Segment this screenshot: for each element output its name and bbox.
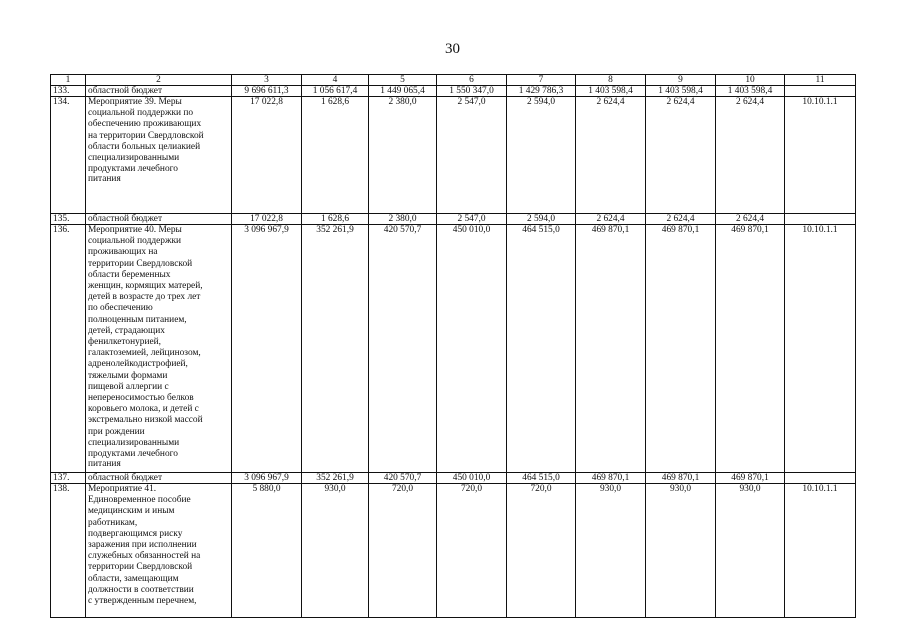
column-header: 6: [437, 75, 507, 86]
description-line: области беременных: [88, 269, 171, 280]
value-cell: 1 056 617,4: [302, 86, 369, 97]
value-cell: 3 096 967,9: [232, 225, 302, 473]
description-line: по обеспечению: [88, 303, 153, 314]
value-cell: 464 515,0: [507, 473, 576, 484]
row-number: 133.: [51, 86, 86, 97]
description-line: Мероприятие 39. Меры: [88, 97, 182, 107]
description-line: областной бюджет: [88, 214, 163, 224]
value-cell: 5 880,0: [232, 484, 302, 618]
row-description: [86, 473, 232, 484]
description-line: областной бюджет: [88, 86, 163, 96]
description-line: галактоземией, лейцинозом,: [88, 348, 201, 359]
row-description: [86, 484, 232, 618]
value-cell: 2 624,4: [576, 97, 646, 214]
budget-table: [50, 74, 856, 618]
description-line: питания: [88, 460, 121, 469]
description-line: обеспечению проживающих: [88, 119, 202, 130]
description-line: адренолейкодистрофией,: [88, 359, 188, 370]
description-line: подвергающимся риску: [88, 528, 183, 539]
description-line: на территории Свердловской: [88, 130, 204, 141]
description-line: области больных целиакией: [88, 141, 201, 152]
value-cell: 1 429 786,3: [507, 86, 576, 97]
value-cell: 2 594,0: [507, 97, 576, 214]
description-line: Мероприятие 40. Меры: [88, 225, 182, 235]
value-cell: 2 624,4: [716, 97, 785, 214]
description-line: работникам,: [88, 517, 138, 528]
description-line: областной бюджет: [88, 473, 163, 483]
column-header: 11: [785, 75, 856, 86]
row-number: 135.: [51, 214, 86, 225]
value-cell: 450 010,0: [437, 473, 507, 484]
table-row: [51, 97, 856, 214]
value-cell: 1 628,6: [302, 214, 369, 225]
value-cell: 352 261,9: [302, 225, 369, 473]
column-header: 3: [232, 75, 302, 86]
value-cell: 1 403 598,4: [576, 86, 646, 97]
value-cell: 1 628,6: [302, 97, 369, 214]
column-header: 4: [302, 75, 369, 86]
value-cell: 1 403 598,4: [716, 86, 785, 97]
description-line: социальной поддержки: [88, 236, 182, 247]
column-header: 9: [646, 75, 716, 86]
description-line: медицинским и иным: [88, 506, 175, 517]
column-header: 5: [369, 75, 437, 86]
value-cell: 420 570,7: [369, 473, 437, 484]
description-line: специализированными: [88, 153, 180, 164]
value-cell: 17 022,8: [232, 214, 302, 225]
code-cell: 10.10.1.1: [785, 225, 856, 473]
row-description: [86, 214, 232, 225]
description-line: фенилкетонурией,: [88, 337, 162, 348]
description-line: продуктами лечебного: [88, 449, 178, 460]
value-cell: 2 624,4: [646, 97, 716, 214]
value-cell: 2 547,0: [437, 214, 507, 225]
row-number: 134.: [51, 97, 86, 214]
code-cell: [785, 214, 856, 225]
value-cell: 720,0: [507, 484, 576, 618]
value-cell: 720,0: [437, 484, 507, 618]
row-number: 136.: [51, 225, 86, 473]
description-line: непереносимостью белков: [88, 393, 194, 404]
description-line: служебных обязанностей на: [88, 551, 201, 562]
column-header: 8: [576, 75, 646, 86]
code-cell: [785, 86, 856, 97]
code-cell: 10.10.1.1: [785, 97, 856, 214]
value-cell: 2 624,4: [716, 214, 785, 225]
description-line: социальной поддержки по: [88, 108, 194, 119]
value-cell: 930,0: [716, 484, 785, 618]
description-line: женщин, кормящих матерей,: [88, 281, 203, 292]
description-line: Единовременное пособие: [88, 495, 191, 506]
code-cell: 10.10.1.1: [785, 484, 856, 618]
description-line: области, замещающим: [88, 573, 179, 584]
table-row: [51, 473, 856, 484]
table-row: [51, 225, 856, 473]
value-cell: 469 870,1: [576, 225, 646, 473]
description-line: продуктами лечебного: [88, 164, 178, 175]
value-cell: 1 403 598,4: [646, 86, 716, 97]
value-cell: 9 696 611,3: [232, 86, 302, 97]
value-cell: 464 515,0: [507, 225, 576, 473]
value-cell: 930,0: [576, 484, 646, 618]
value-cell: 2 624,4: [646, 214, 716, 225]
value-cell: 17 022,8: [232, 97, 302, 214]
code-cell: [785, 473, 856, 484]
value-cell: 2 380,0: [369, 97, 437, 214]
description-line: с утвержденным перечнем,: [88, 596, 197, 607]
value-cell: 2 624,4: [576, 214, 646, 225]
value-cell: 2 547,0: [437, 97, 507, 214]
description-line: территории Свердловской: [88, 562, 193, 573]
value-cell: 720,0: [369, 484, 437, 618]
value-cell: 2 594,0: [507, 214, 576, 225]
value-cell: 469 870,1: [646, 225, 716, 473]
table-row: [51, 484, 856, 618]
table-row: [51, 86, 856, 97]
row-description: [86, 86, 232, 97]
row-description: [86, 97, 232, 214]
value-cell: 469 870,1: [646, 473, 716, 484]
description-line: детей в возрасте до трех лет: [88, 292, 201, 303]
description-line: территории Свердловской: [88, 258, 193, 269]
column-header: 7: [507, 75, 576, 86]
value-cell: 420 570,7: [369, 225, 437, 473]
page-number: 30: [445, 41, 460, 57]
description-line: должности в соответствии: [88, 584, 194, 595]
description-line: Мероприятие 41.: [88, 484, 157, 494]
value-cell: 1 449 065,4: [369, 86, 437, 97]
column-header: 10: [716, 75, 785, 86]
description-line: питания: [88, 175, 121, 184]
value-cell: 352 261,9: [302, 473, 369, 484]
description-line: тяжелыми формами: [88, 370, 168, 381]
description-line: экстремально низкой массой: [88, 415, 203, 426]
value-cell: 469 870,1: [716, 225, 785, 473]
column-header-row: [51, 75, 856, 86]
description-line: заражения при исполнении: [88, 540, 197, 551]
description-line: пищевой аллергии с: [88, 381, 169, 392]
description-line: проживающих на: [88, 247, 158, 258]
value-cell: 3 096 967,9: [232, 473, 302, 484]
description-line: коровьего молока, и детей с: [88, 404, 199, 415]
value-cell: 930,0: [302, 484, 369, 618]
description-line: детей, страдающих: [88, 325, 165, 336]
value-cell: 450 010,0: [437, 225, 507, 473]
table-row: [51, 214, 856, 225]
row-number: 137.: [51, 473, 86, 484]
value-cell: 469 870,1: [716, 473, 785, 484]
value-cell: 930,0: [646, 484, 716, 618]
value-cell: 469 870,1: [576, 473, 646, 484]
description-line: при рождении: [88, 426, 145, 437]
row-description: [86, 225, 232, 473]
description-line: полноценным питанием,: [88, 314, 187, 325]
value-cell: 1 550 347,0: [437, 86, 507, 97]
description-line: специализированными: [88, 437, 180, 448]
column-header: 2: [86, 75, 232, 86]
row-number: 138.: [51, 484, 86, 618]
column-header: 1: [51, 75, 86, 86]
value-cell: 2 380,0: [369, 214, 437, 225]
